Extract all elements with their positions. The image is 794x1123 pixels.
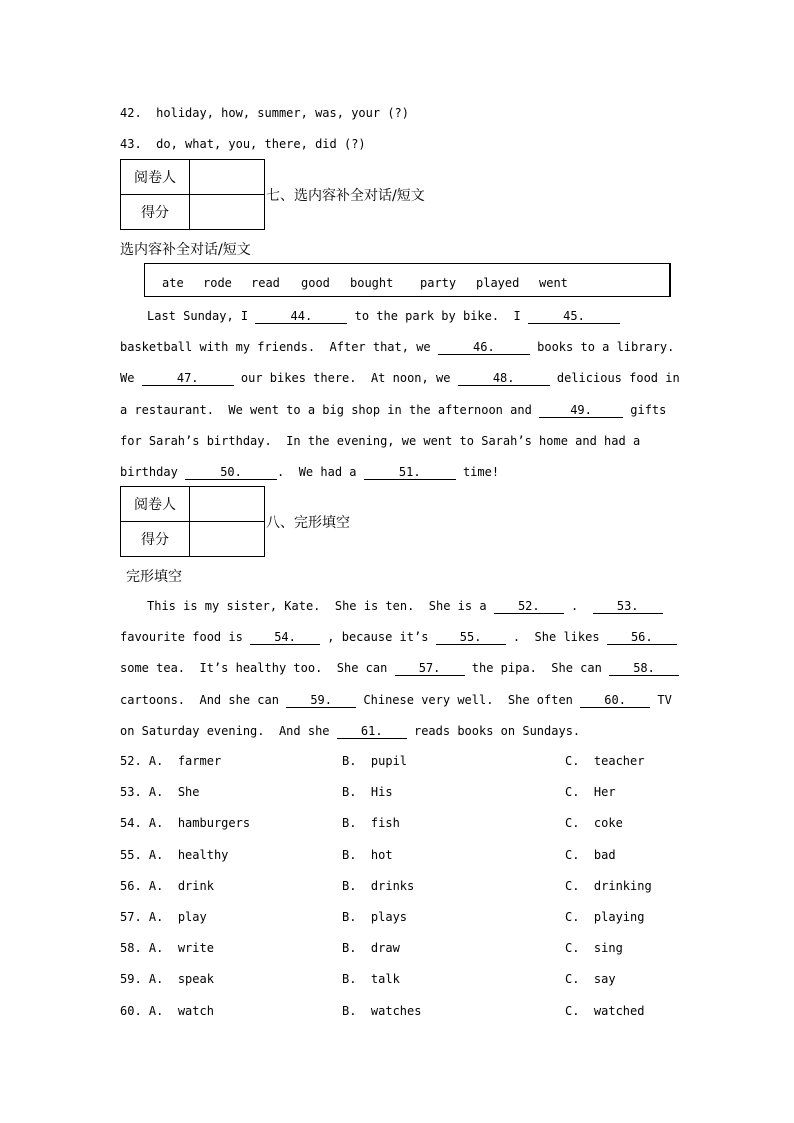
option-a[interactable]: A. She (148, 785, 200, 799)
choice-row-56: 56. A. drink (120, 879, 214, 893)
reviewer-cell (190, 487, 265, 522)
option-c[interactable]: C. coke (565, 816, 623, 830)
passage7-line-4: a restaurant. We went to a big shop in the afternoon and 49. gifts (120, 403, 667, 417)
score-cell (190, 195, 265, 230)
blank-61[interactable]: 61. (337, 724, 407, 739)
option-c[interactable]: C. teacher (565, 754, 645, 768)
blank-60[interactable]: 60. (580, 693, 650, 708)
reviewer-label: 阅卷人 (121, 160, 190, 195)
blank-59[interactable]: 59. (286, 693, 356, 708)
passage7-line-1: Last Sunday, I 44. to the park by bike. I 45. (147, 308, 620, 324)
passage8-line-3: some tea. It’s healthy too. She can 57. the pipa. She can 58. (120, 660, 679, 676)
option-b[interactable]: B. drinks (342, 879, 415, 893)
blank-51[interactable]: 51. (364, 465, 456, 480)
option-a[interactable]: A. speak (148, 972, 214, 986)
option-a[interactable]: A. drink (148, 879, 214, 893)
blank-46[interactable]: 46. (438, 340, 530, 355)
choice-row-52: 52. A. farmer (120, 754, 222, 768)
blank-49[interactable]: 49. (539, 403, 623, 418)
passage7-line-5: for Sarah’s birthday. In the evening, we went to Sarah’s home and had a (120, 434, 641, 448)
option-a[interactable]: A. write (148, 941, 214, 955)
option-b[interactable]: B. fish (342, 816, 400, 830)
word-bank-item: bought (350, 276, 394, 290)
choice-row-55: 55. A. healthy (120, 848, 229, 862)
blank-54[interactable]: 54. (250, 630, 320, 645)
blank-58[interactable]: 58. (609, 661, 679, 676)
blank-44[interactable]: 44. (255, 309, 347, 324)
choice-row-59: 59. A. speak (120, 972, 214, 986)
score-label: 得分 (121, 522, 190, 557)
question-text: do, what, you, there, did (?) (156, 137, 366, 151)
passage8-line-4: cartoons. And she can 59. Chinese very well. She often 60. TV (120, 693, 672, 707)
question-number: 42. (120, 106, 142, 120)
option-a[interactable]: A. hamburgers (148, 816, 251, 830)
choice-row-53: 53. A. She (120, 785, 200, 799)
word-bank-item: read (251, 276, 280, 290)
question-number: 43. (120, 137, 142, 151)
score-label: 得分 (121, 195, 190, 230)
option-c[interactable]: C. watched (565, 1004, 645, 1018)
option-a[interactable]: A. play (148, 910, 207, 924)
option-b[interactable]: B. His (342, 785, 393, 799)
section8-subtitle: 完形填空 (126, 569, 182, 585)
option-b[interactable]: B. talk (342, 972, 400, 986)
blank-55[interactable]: 55. (436, 630, 506, 645)
blank-53[interactable]: 53. (593, 599, 663, 614)
passage7-line-3: We 47. our bikes there. At noon, we 48. delicious food in (120, 371, 680, 385)
passage8-line-2: favourite food is 54. , because it’s 55. . She likes 56. (120, 629, 677, 645)
option-b[interactable]: B. hot (342, 848, 393, 862)
question-text: holiday, how, summer, was, your (?) (156, 106, 410, 120)
reviewer-cell (190, 160, 265, 195)
option-c[interactable]: C. say (565, 972, 616, 986)
option-a[interactable]: A. healthy (148, 848, 229, 862)
passage8-line-1: This is my sister, Kate. She is ten. She is a 52. . 53. (147, 598, 663, 614)
option-b[interactable]: B. pupil (342, 754, 408, 768)
word-bank-item: went (539, 276, 568, 290)
blank-47[interactable]: 47. (142, 371, 234, 386)
score-table-section8 (120, 486, 265, 557)
section7-title: 七、选内容补全对话/短文 (266, 188, 425, 204)
option-c[interactable]: C. sing (565, 941, 623, 955)
blank-48[interactable]: 48. (458, 371, 550, 386)
option-b[interactable]: B. plays (342, 910, 408, 924)
passage7-line-6: birthday 50. . We had a 51. time! (120, 465, 500, 479)
section8-title: 八、完形填空 (266, 515, 350, 531)
section7-subtitle: 选内容补全对话/短文 (120, 242, 251, 258)
word-bank-item: played (476, 276, 520, 290)
choice-row-57: 57. A. play (120, 910, 207, 924)
reviewer-label: 阅卷人 (121, 487, 190, 522)
blank-52[interactable]: 52. (494, 599, 564, 614)
word-bank-item: party (420, 276, 457, 290)
choice-row-60: 60. A. watch (120, 1004, 214, 1018)
question-43 (120, 136, 366, 152)
option-c[interactable]: C. bad (565, 848, 616, 862)
choice-row-58: 58. A. write (120, 941, 214, 955)
option-a[interactable]: A. farmer (148, 754, 222, 768)
blank-57[interactable]: 57. (395, 661, 465, 676)
word-bank (144, 263, 671, 297)
passage7-line-2: basketball with my friends. After that, we 46. books to a library. (120, 340, 675, 354)
word-bank-item: good (301, 276, 330, 290)
passage8-line-5: on Saturday evening. And she 61. reads books on Sundays. (120, 724, 581, 738)
option-c[interactable]: C. drinking (565, 879, 652, 893)
blank-56[interactable]: 56. (607, 630, 677, 645)
option-b[interactable]: B. draw (342, 941, 400, 955)
blank-45[interactable]: 45. (528, 309, 620, 324)
word-bank-item: rode (203, 276, 232, 290)
option-c[interactable]: C. Her (565, 785, 616, 799)
question-42 (120, 105, 409, 121)
option-c[interactable]: C. playing (565, 910, 645, 924)
score-table-section7 (120, 159, 265, 230)
option-b[interactable]: B. watches (342, 1004, 422, 1018)
choice-row-54: 54. A. hamburgers (120, 816, 251, 830)
word-bank-item: ate (162, 276, 184, 290)
blank-50[interactable]: 50. (185, 465, 277, 480)
option-a[interactable]: A. watch (148, 1004, 214, 1018)
score-cell (190, 522, 265, 557)
